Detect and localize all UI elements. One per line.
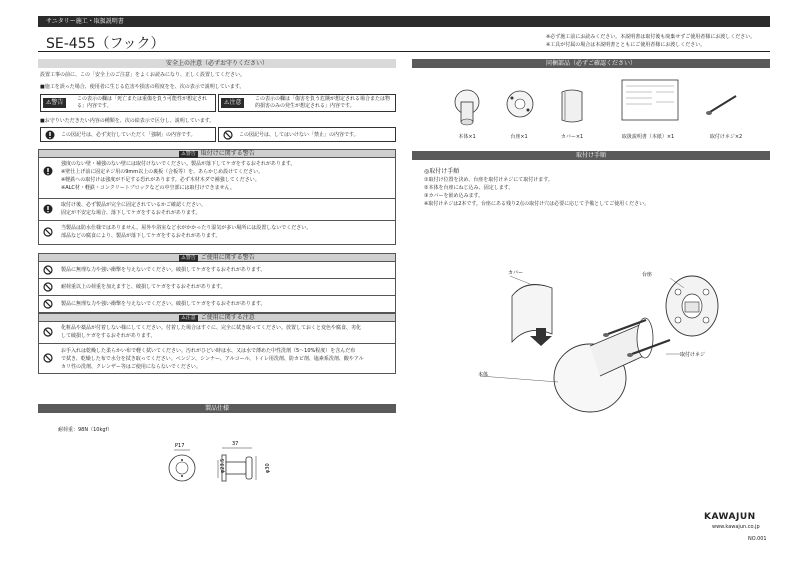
safety-bar: 安全上の注意（必ずお守りください）	[38, 59, 396, 68]
part-label: 本体×1	[458, 134, 476, 140]
install-warning-row	[38, 221, 396, 245]
install-bar: 取付け手順	[412, 151, 770, 160]
use-caution-badge: ⚠注意	[181, 315, 196, 321]
install-title: ◎取付け手順	[424, 168, 460, 175]
use-caution-row	[38, 322, 396, 344]
row-line: 部品などの腐食により、製品が落下してケガをするおそれがあります。	[61, 233, 221, 239]
use-caution-row	[38, 344, 396, 374]
install-warning-row	[38, 158, 396, 199]
install-warning-head	[38, 149, 396, 158]
prohibited-legend	[218, 127, 396, 142]
install-step: ②本体を台座にねじ込み、固定します。	[424, 185, 514, 191]
parts-illustrations	[412, 72, 772, 142]
install-step: ①取付け位置を決め、台座を取付けネジにて取付けます。	[424, 177, 553, 183]
category-label: サニタリー施工・取扱説明書	[46, 18, 124, 25]
row-line: 強度のない壁・補強のない壁には取付けないでください。製品が落下してケガをするおそれがあります。	[61, 161, 296, 167]
mandatory-legend-text: この図記号は、必ず実行していただく「強制」の内容です。	[61, 132, 196, 138]
use-caution-head	[38, 313, 396, 322]
mandatory-icon	[45, 130, 55, 140]
screw-part-icon	[706, 96, 736, 115]
label-body: 本体	[478, 372, 489, 378]
cover-part-icon	[562, 90, 582, 122]
body-part-icon	[455, 90, 479, 125]
label-cover: カバー	[508, 270, 524, 276]
dim-pitch: P17	[175, 443, 185, 449]
header-note-2: ※工具が付属の場合は本説明書とともにご使用者様にお渡しください。	[546, 42, 706, 48]
use-warning-row	[38, 296, 396, 313]
use-warning-badge: ⚠警告	[181, 255, 196, 261]
document-number: NO.001	[748, 536, 767, 542]
mandatory-legend	[40, 127, 216, 142]
base-part-icon	[507, 91, 533, 117]
row-line: ※ALC材・軽鉄・コンクリートブロックなどの中空部には取付けできません。	[61, 185, 235, 191]
mandatory-icon	[43, 166, 53, 176]
prohibited-icon	[43, 265, 53, 275]
dim-depth: 37	[232, 441, 239, 447]
row-line: お手入れは乾燥した柔らかい布で軽く拭いてください。汚れがひどい時は水、又は水で薄めた中性洗剤（5～10%程度）を含んだ布	[61, 348, 356, 354]
caution-legend	[218, 94, 396, 112]
install-steps	[424, 176, 649, 208]
warning-legend	[40, 94, 216, 112]
use-warning-title: ご使用に関する警告	[200, 254, 255, 261]
row-line: 固定が不安定な場合、落下してケガをするおそれがあります。	[61, 210, 201, 216]
prohibited-icon	[43, 327, 53, 337]
warning-badge: ⚠警告	[43, 98, 66, 108]
parts-bar: 同梱部品（必ずご確認ください）	[412, 59, 770, 68]
warning-legend-text: この表示の欄は「死亡または重傷を負う可能性が想定される」内容です。	[77, 96, 208, 109]
label-base: 台座	[642, 272, 653, 278]
label-screw: 取付けネジ	[680, 352, 706, 358]
prohibited-legend-text: この図記号は、してはいけない「禁止」の内容です。	[239, 132, 359, 138]
row-line: 取付け後、必ず製品が完全に固定されているかご確認ください。	[61, 202, 207, 208]
row-line: 製品に無理な力や強い衝撃を与えないでください。破損してケガをするおそれがあります。	[61, 267, 266, 273]
prohibited-icon	[223, 130, 233, 140]
install-warning-row	[38, 199, 396, 221]
row-line: 当製品は防水仕様ではありません。屋外や浴室など水がかかったり湿気が多い場所には設置しないでください。	[61, 225, 312, 231]
install-warning-title: 取付けに関する警告	[200, 150, 255, 157]
header-note-1: ※必ず施工前にお読みください。本説明書は取付後も廃棄せずご使用者様にお渡しください。	[546, 34, 756, 40]
prohibited-icon	[43, 299, 53, 309]
row-line: ※軽鉄への取付けは強度が不足する恐れがあります。必ず木材木ダで補強してください。	[61, 177, 260, 183]
brand-logo: KAWAJUN	[704, 512, 756, 522]
prohibited-icon	[43, 282, 53, 292]
title-row	[38, 30, 770, 52]
part-label: 台座×1	[510, 134, 528, 140]
spec-bar: 製品仕様	[38, 404, 396, 413]
caution-legend-text: この表示の欄は「傷害を負う危険が想定される場合または物的損害のみの発生が想定される」内容です。	[255, 96, 391, 109]
part-label: 取扱説明書（本紙）×1	[621, 134, 675, 140]
part-label: カバー×1	[560, 134, 584, 140]
header-notes	[546, 33, 755, 49]
part-label: 取付けネジ×2	[709, 134, 743, 140]
model-title: SE-455（フック）	[46, 36, 165, 52]
row-line: 化粧品や薬品が付着しない様にしてください。付着した場合はすぐに、完全に拭き取ってください。放置しておくと変色や腐食、劣化	[61, 325, 362, 331]
dim-base-dia: φ30	[265, 463, 271, 473]
dim-body-dia: φ23.5	[220, 458, 226, 473]
safety-intro: 設置工事の前に、この「安全上のご注意」をよくお読みになり、正しく設置してください。	[40, 72, 246, 78]
manual-part-icon	[622, 80, 678, 120]
category-bar	[38, 16, 770, 27]
row-line: ※壁仕上げ前に固定ネジ用の9mm以上の裏板（合板等）を、あらかじめ設けてください。	[61, 169, 264, 175]
prohibited-icon	[43, 353, 53, 363]
use-warning-row	[38, 279, 396, 296]
install-diagram	[470, 258, 770, 438]
row-line: 製品に無理な力や強い衝撃を与えないでください。破損してケガをするおそれがあります。	[61, 301, 266, 307]
symbols-intro: ■お守りいただきたい内容の種類を、次の絵表示で区分し、説明しています。	[40, 118, 215, 124]
install-step: ③カバーを嵌め込みます。	[424, 193, 484, 199]
install-warning-badge: ⚠警告	[181, 151, 196, 157]
dimension-drawing	[160, 438, 280, 498]
prohibited-icon	[43, 227, 53, 237]
mandatory-icon	[43, 204, 53, 214]
install-step: ※取付けネジは2本です。台座にある残り2点の取付け穴は必要に応じて予備としてご使用ください。	[424, 201, 650, 207]
load-capacity: 耐荷重：98N（10kgf）	[58, 427, 113, 433]
row-line: して破損しケガをするおそれがあります。	[61, 333, 156, 339]
use-caution-title: ご使用に関する注意	[200, 314, 255, 321]
brand-url: www.kawajun.co.jp	[712, 524, 760, 530]
safety-intro2: ■施工を誤った場合、使用者に生じる危害や損害の程度をを、次の表示で説明しています。	[40, 84, 245, 90]
use-warning-head	[38, 253, 396, 262]
caution-badge: ⚠注意	[221, 98, 244, 108]
row-line: で拭き、乾燥した布で水分を拭き取ってください。ベンジン、シンナー、アルコール、トイレ用洗剤、防カビ剤、塩素系洗剤、酸やアル	[61, 356, 364, 362]
row-line: カリ性の洗剤、クレンザー等はご使用にならないでください。	[61, 364, 201, 370]
use-warning-row	[38, 262, 396, 279]
row-line: 耐荷重以上の荷重を加えますと、破損してケガをするおそれがあります。	[61, 284, 226, 290]
